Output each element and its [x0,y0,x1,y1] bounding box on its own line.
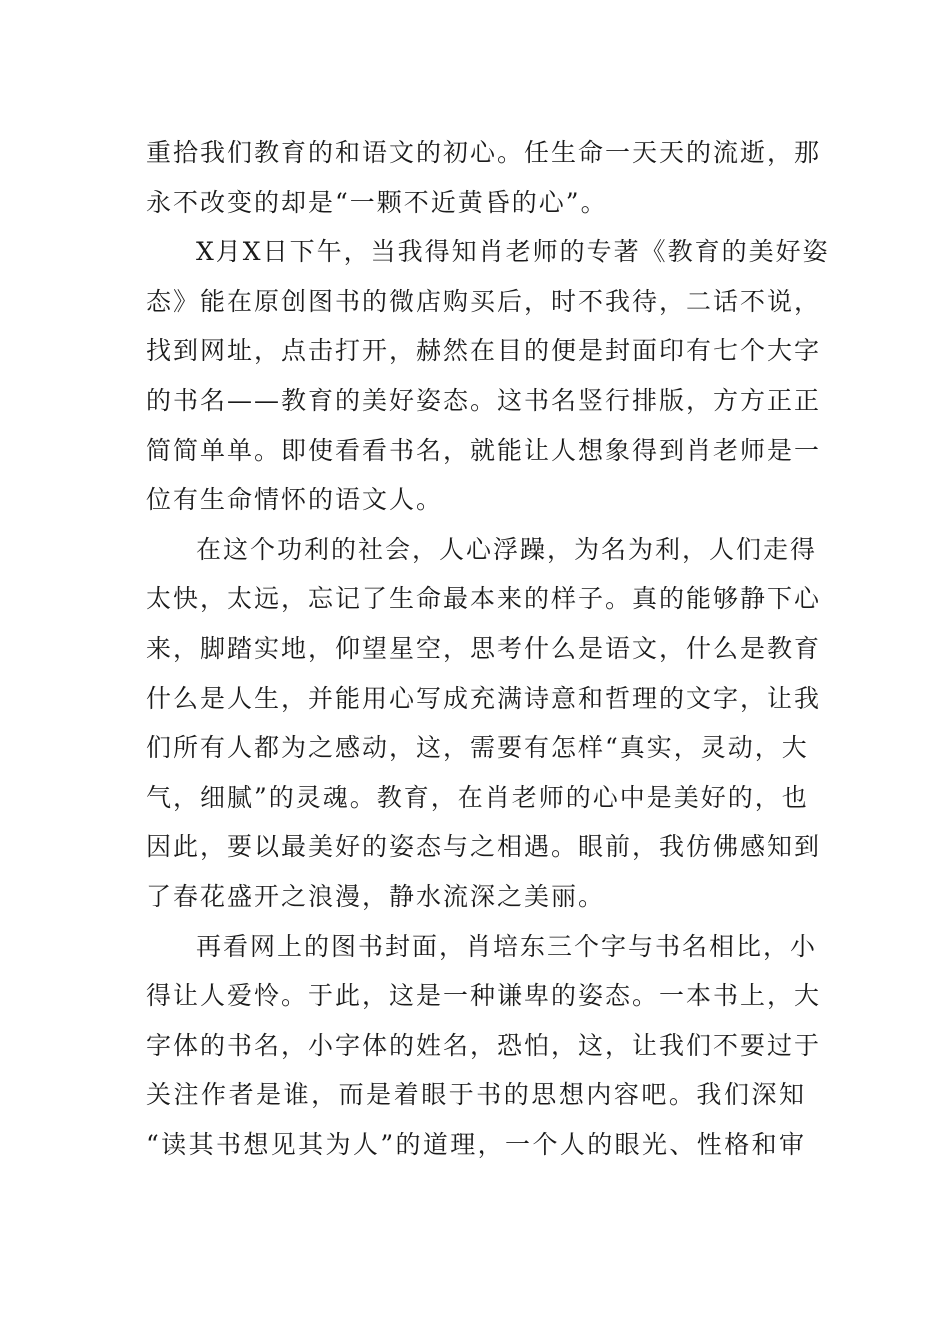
text-line: 得让人爱怜。于此，这是一种谦卑的姿态。一本书上，大 [146,981,822,1011]
text-line: 气，细腻”的灵魂。教育，在肖老师的心中是美好的，也 [146,782,809,812]
text-line: 简简单单。即使看看书名，就能让人想象得到肖老师是一 [146,435,822,465]
document-body [146,128,830,1169]
text-line: 永不改变的却是“一颗不近黄昏的心”。 [146,187,608,217]
text-line: 位有生命情怀的语文人。 [146,485,444,515]
text-line: 字体的书名，小字体的姓名，恐怕，这，让我们不要过于 [146,1030,822,1060]
text-line: 来，脚踏实地，仰望星空，思考什么是语文，什么是教育 [146,633,822,663]
text-line: 因此，要以最美好的姿态与之相遇。眼前，我仿佛感知到 [146,832,822,862]
paragraph-3 [146,525,822,922]
text-line: 太快，太远，忘记了生命最本来的样子。真的能够静下心 [146,584,822,614]
text-line: 了春花盛开之浪漫，静水流深之美丽。 [146,881,606,911]
paragraph-4 [146,922,822,1170]
text-line: 态》能在原创图书的微店购买后，时不我待，二话不说， [146,286,822,316]
text-line: X月X日下午，当我得知肖老师的专著《教育的美好姿 [196,237,830,267]
text-line: “读其书想见其为人”的道理，一个人的眼光、性格和审 [146,1129,806,1159]
text-line: 们所有人都为之感动，这，需要有怎样“真实，灵动，大 [146,733,809,763]
paragraph-2 [146,227,830,525]
text-line: 找到网址，点击打开，赫然在目的便是封面印有七个大字 [146,336,822,366]
text-line: 重拾我们教育的和语文的初心。任生命一天天的流逝，那 [146,138,822,167]
text-line: 什么是人生，并能用心写成充满诗意和哲理的文字，让我 [146,683,822,713]
text-line: 再看网上的图书封面，肖培东三个字与书名相比，小 [196,931,818,961]
paragraph-1 [146,128,822,227]
text-line: 关注作者是谁，而是着眼于书的思想内容吧。我们深知 [146,1080,806,1110]
text-line: 的书名——教育的美好姿态。这书名竖行排版，方方正正 [146,385,822,415]
text-line: 在这个功利的社会，人心浮躁，为名为利，人们走得 [196,534,818,564]
